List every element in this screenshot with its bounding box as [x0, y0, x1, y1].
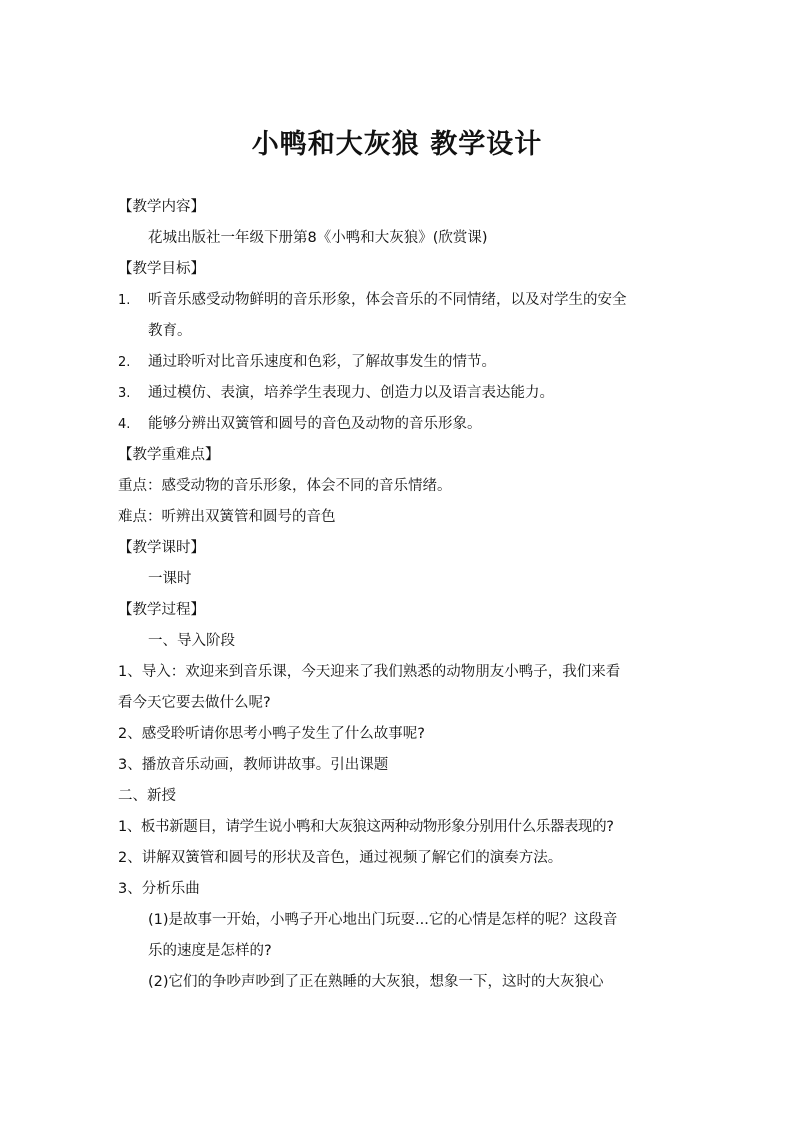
difficulty-text: 难点：听辨出双簧管和圆号的音色 [118, 509, 336, 525]
intro-step-1-continuation: 看今天它要去做什么呢? [118, 695, 271, 711]
section-heading-content: 【教学内容】 [118, 199, 205, 215]
section-heading-process: 【教学过程】 [118, 602, 205, 618]
intro-step-1: 1、导入：欢迎来到音乐课，今天迎来了我们熟悉的动物朋友小鸭子，我们来看 [118, 664, 621, 680]
section-heading-keypoints: 【教学重难点】 [118, 447, 220, 463]
keypoint-text: 重点：感受动物的音乐形象，体会不同的音乐情绪。 [118, 478, 452, 494]
new-step-3: 3、分析乐曲 [118, 881, 200, 897]
analysis-1-continuation: 乐的速度是怎样的? [148, 943, 272, 959]
goal-number: 2. [118, 355, 131, 370]
analysis-1: (1)是故事一开始，小鸭子开心地出门玩耍...它的心情是怎样的呢？这段音 [148, 912, 618, 928]
analysis-2: (2)它们的争吵声吵到了正在熟睡的大灰狼，想象一下，这时的大灰狼心 [148, 974, 604, 990]
goal-number: 1. [118, 293, 131, 308]
goal-number: 3. [118, 386, 131, 401]
goal-text: 能够分辨出双簧管和圆号的音色及动物的音乐形象。 [148, 416, 482, 432]
stage-heading-new: 二、新授 [118, 788, 176, 804]
goal-item-3 [118, 378, 678, 409]
goal-item-4 [118, 409, 678, 440]
document-title: 小鸭和大灰狼 教学设计 [251, 129, 543, 160]
goal-item-1-continuation: 教育。 [148, 323, 192, 339]
goal-text: 通过模仿、表演，培养学生表现力、创造力以及语言表达能力。 [148, 385, 554, 401]
intro-step-3: 3、播放音乐动画，教师讲故事。引出课题 [118, 757, 389, 773]
content-text: 花城出版社一年级下册第8《小鸭和大灰狼》(欣赏课) [148, 230, 488, 246]
goal-text: 通过聆听对比音乐速度和色彩，了解故事发生的情节。 [148, 354, 496, 370]
goal-item-2 [118, 347, 678, 378]
new-step-2: 2、讲解双簧管和圆号的形状及音色，通过视频了解它们的演奏方法。 [118, 850, 563, 866]
stage-heading-intro: 一、导入阶段 [148, 633, 235, 649]
document-body [118, 192, 678, 998]
new-step-1: 1、板书新题目，请学生说小鸭和大灰狼这两种动物形象分别用什么乐器表现的? [118, 819, 614, 835]
hours-text: 一课时 [148, 571, 192, 587]
goal-number: 4. [118, 417, 131, 432]
goal-item-1 [118, 285, 678, 316]
section-heading-goals: 【教学目标】 [118, 261, 205, 277]
intro-step-2: 2、感受聆听请你思考小鸭子发生了什么故事呢? [118, 726, 425, 742]
goal-text: 听音乐感受动物鲜明的音乐形象，体会音乐的不同情绪，以及对学生的安全 [148, 292, 627, 308]
section-heading-hours: 【教学课时】 [118, 540, 205, 556]
